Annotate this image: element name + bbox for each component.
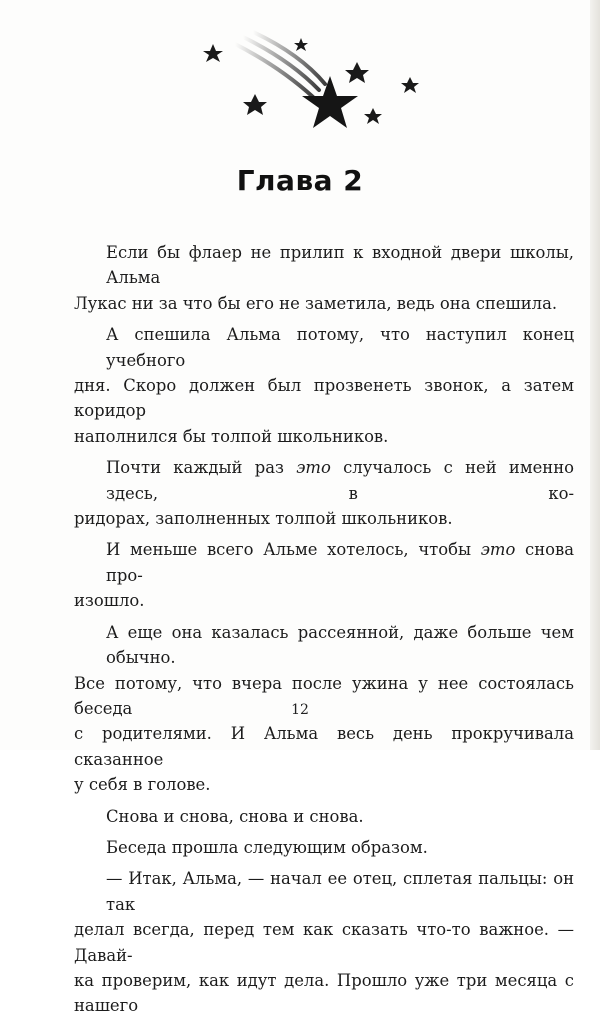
text-line: А спешила Альма потому, что наступил конец учебного	[106, 325, 574, 370]
text-line: Почти каждый раз это случалось с ней именно здесь, в ко-	[106, 458, 575, 503]
shooting-stars-icon	[195, 22, 425, 157]
text-line: ридорах, заполненных толпой школьников.	[74, 509, 453, 529]
small-star-icon	[401, 77, 419, 93]
text-line: с родителями. И Альма весь день прокручивала сказанное	[74, 724, 574, 769]
text-line: Снова и снова, снова и снова.	[106, 806, 364, 826]
text-line: Беседа прошла следующим образом.	[106, 837, 428, 857]
text-line: Лукас ни за что бы его не заметила, ведь она спешила.	[74, 293, 558, 313]
small-star-icon	[294, 38, 308, 51]
chapter-title: Глава 2	[236, 164, 364, 197]
paragraph	[74, 835, 574, 860]
small-star-icon	[243, 94, 267, 115]
text-line: — Итак, Альма, — начал ее отец, сплетая пальцы: он так	[106, 869, 574, 914]
text-line: изошло.	[74, 591, 145, 611]
emphasis: это	[480, 540, 516, 560]
text-line: делал всегда, перед тем как сказать что-то важное. — Давай-	[74, 920, 574, 965]
text-line: ка проверим, как идут дела. Прошло уже три месяца с нашего	[74, 970, 574, 1016]
text-line: Если бы флаер не прилип к входной двери школы, Альма	[106, 243, 574, 288]
text-line: дня. Скоро должен был прозвенеть звонок, а затем коридор	[74, 376, 574, 421]
paragraph	[74, 537, 574, 613]
paragraph	[74, 866, 574, 1018]
small-star-icon	[345, 62, 369, 83]
text-line: Все потому, что вчера после ужина у нее состоялась беседа	[74, 673, 574, 718]
small-star-icon	[364, 108, 382, 124]
chapter-body-text	[74, 240, 574, 1025]
emphasis: это	[296, 458, 331, 478]
paragraph	[74, 322, 574, 449]
text-line: наполнился бы толпой школьников.	[74, 426, 389, 446]
page-edge-shadow	[590, 0, 600, 750]
small-star-icon	[203, 44, 223, 62]
paragraph	[74, 804, 574, 829]
text-line: И меньше всего Альме хотелось, чтобы это снова про-	[106, 540, 574, 585]
page-number: 12	[291, 702, 309, 718]
text-line: А еще она казалась рассеянной, даже больше чем обычно.	[106, 622, 574, 668]
text-line: у себя в голове.	[74, 775, 211, 795]
paragraph	[74, 455, 574, 531]
paragraph	[74, 240, 574, 316]
